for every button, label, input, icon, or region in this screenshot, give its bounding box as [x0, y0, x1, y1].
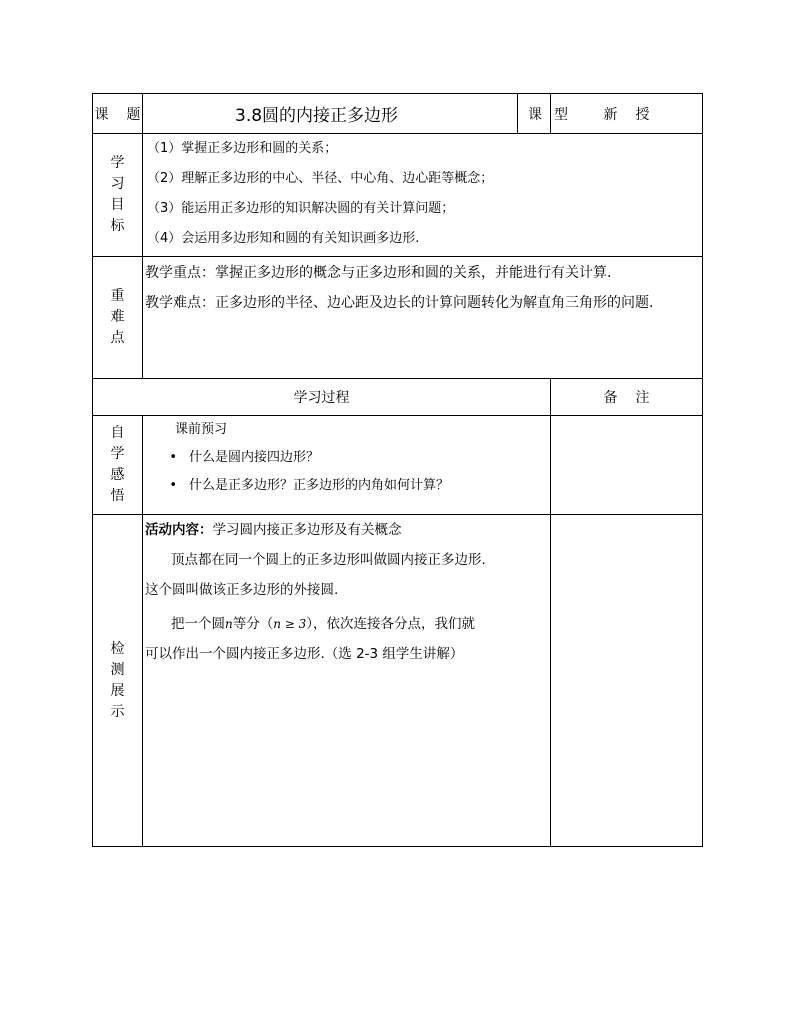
construction-step [143, 609, 550, 639]
objectives-label [93, 134, 143, 257]
objective-item: （3）能运用正多边形的知识解决圆的有关计算问题； [147, 201, 455, 216]
definition-line: 这个圆叫做该正多边形的外接圆. [145, 582, 339, 598]
construction-step-cont: 可以作出一个圆内接正多边形.（选 2-3 组学生讲解） [145, 646, 464, 662]
bullet-icon: • [169, 478, 177, 493]
self-study-notes [551, 416, 703, 515]
objective-item: （1）掌握正多边形和圆的关系； [147, 141, 338, 156]
math-condition: n ≥ 3 [273, 617, 307, 631]
header-row [93, 94, 703, 134]
display-label-char: 示 [110, 703, 125, 720]
activity-text: 学习圆内接正多边形及有关概念 [212, 522, 402, 538]
display-label [93, 515, 143, 847]
definition-line: 顶点都在同一个圆上的正多边形叫做圆内接正多边形. [171, 552, 486, 568]
objective-item: （2）理解正多边形的中心、半径、中心角、边心距等概念； [147, 171, 494, 186]
topic-label-b: 题 [126, 106, 141, 123]
display-label-char: 展 [110, 682, 125, 699]
self-study-question [143, 472, 550, 500]
display-notes [551, 515, 703, 847]
display-label-char: 检 [110, 640, 125, 657]
display-row [93, 515, 703, 847]
self-study-question [143, 444, 550, 472]
self-study-label-char: 感 [110, 467, 125, 483]
objective-item: （4）会运用多边形知和圆的有关知识画多边形. [147, 231, 420, 246]
display-content [143, 515, 551, 847]
key-points-label-char: 重 [110, 288, 125, 304]
step-suffix: ），依次连接各分点，我们就 [306, 616, 476, 632]
notes-header [551, 379, 703, 416]
self-study-label [93, 416, 143, 515]
objectives-label-char: 目 [110, 197, 125, 213]
topic-label-cell [93, 94, 143, 134]
topic-label-a: 课 [94, 106, 109, 123]
bullet-icon: • [169, 450, 177, 465]
activity-line [143, 515, 550, 545]
objectives-label-char: 学 [110, 155, 125, 171]
type-label-cell [518, 94, 568, 134]
key-points-row [93, 257, 703, 379]
type-value-cell [551, 94, 703, 134]
teaching-difficulty: 教学难点：正多边形的半径、边心距及边长的计算问题转化为解直角三角形的问题. [145, 295, 654, 311]
type-label-a: 课 [528, 106, 542, 123]
type-value-b: 授 [635, 106, 650, 123]
self-study-label-char: 学 [110, 446, 125, 462]
self-study-row [93, 416, 703, 515]
type-value-a: 新 [603, 106, 618, 123]
key-points-label-char: 难 [110, 309, 125, 325]
notes-header-a: 备 [603, 390, 618, 406]
key-points-content [143, 257, 703, 379]
display-label-char: 测 [110, 661, 125, 678]
self-study-label-char: 自 [110, 425, 125, 441]
objectives-row [93, 134, 703, 257]
teaching-focus: 教学重点：掌握正多边形的概念与正多边形和圆的关系，并能进行有关计算. [145, 265, 612, 281]
objectives-label-char: 习 [110, 176, 125, 192]
step-mid: 等分（ [232, 616, 274, 632]
self-study-content [143, 416, 551, 515]
lesson-plan-table [92, 93, 703, 847]
key-points-label [93, 257, 143, 379]
objectives-content [143, 134, 703, 257]
objectives-label-char: 标 [110, 218, 125, 234]
self-study-label-char: 悟 [110, 488, 125, 504]
step-prefix: 把一个圆 [171, 616, 225, 632]
question-text: 什么是正多边形？正多边形的内角如何计算？ [189, 478, 450, 493]
activity-label: 活动内容： [145, 522, 213, 538]
question-text: 什么是圆内接四边形？ [189, 450, 320, 465]
notes-header-b: 注 [635, 390, 650, 406]
self-study-heading: 课前预习 [175, 422, 228, 437]
math-variable: n [225, 617, 233, 631]
type-label-b: 型 [554, 106, 568, 123]
lesson-title: 3.8圆的内接正多边形 [143, 94, 518, 134]
process-header: 学习过程 [93, 379, 551, 416]
key-points-label-char: 点 [110, 330, 125, 346]
process-header-row [93, 379, 703, 416]
